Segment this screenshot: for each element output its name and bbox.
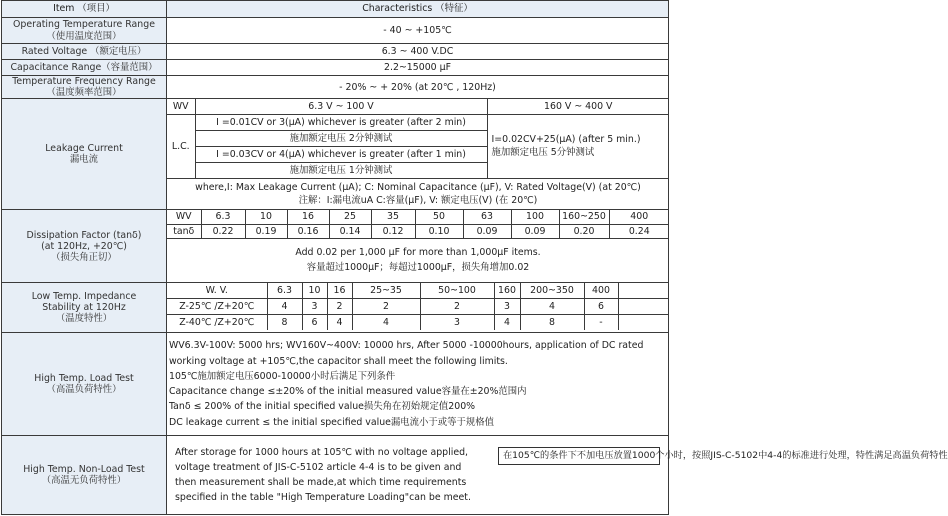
load-line: Tanδ ≤ 200% of the initial specified value损失角在初始规定值200% (169, 401, 476, 413)
leakage-current-detail (167, 99, 669, 210)
dissipation-tan-cell: 0.09 (511, 224, 559, 238)
leakage-formula-high: I=0.02CV+25(µA) (after 5 min.) 施加额定电压 5分钟测试 (487, 114, 669, 178)
temp-frequency-value: - 20% ~ + 20% (at 20℃ , 120Hz) (167, 76, 669, 99)
load-line: DC leakage current ≤ the initial specified value漏电流小于或等于规格值 (169, 416, 495, 428)
low-temp-z40-cell: - (584, 314, 618, 330)
low-temp-z25-cell: 3 (494, 298, 520, 314)
dissipation-notes: Add 0.02 per 1,000 µF for more than 1,000µF items. 容量超过1000µF；每超过1000µF，损失角增加0.02 (167, 238, 669, 281)
low-temp-wv-cell: 200~350 (520, 283, 584, 298)
dissipation-tan-cell: 0.19 (245, 224, 287, 238)
capacitance-row (2, 60, 669, 76)
capacitance-label: Capacitance Range（容量范围） (2, 60, 167, 76)
low-temp-z40-cell: 4 (327, 314, 352, 330)
dissipation-wv-cell: 16 (287, 210, 329, 224)
low-temp-z40-cell: 4 (494, 314, 520, 330)
header-row (2, 1, 669, 18)
operating-temperature-row (2, 18, 669, 44)
dissipation-wv-cell: 10 (245, 210, 287, 224)
dissipation-wv-cell: 100 (511, 210, 559, 224)
dissipation-wv-cell: 35 (371, 210, 415, 224)
low-temp-wv-label: W. V. (167, 283, 267, 298)
low-temp-z40-cell: 6 (302, 314, 327, 330)
low-temp-z25-cell: 2 (352, 298, 420, 314)
low-temp-wv-cell: 25~35 (352, 283, 420, 298)
dissipation-tan-label: tanδ (167, 224, 201, 238)
rated-voltage-value: 6.3 ~ 400 V.DC (167, 44, 669, 60)
low-temp-label: Low Temp. Impedance Stability at 120Hz （温度特性） (2, 283, 167, 333)
dissipation-tan-cell: 0.14 (329, 224, 371, 238)
low-temp-z25-cell: 2 (327, 298, 352, 314)
high-temp-load-detail (167, 333, 669, 436)
dissipation-tan-cell: 0.12 (371, 224, 415, 238)
dissipation-wv-cell: 25 (329, 210, 371, 224)
low-temp-z25-cell: 3 (302, 298, 327, 314)
low-temp-wv-cell: 6.3 (267, 283, 302, 298)
low-temp-z40-cell: 4 (352, 314, 420, 330)
dissipation-row (2, 210, 669, 283)
low-temp-wv-cell: 400 (584, 283, 618, 298)
nonload-line: then measurement shall be made,at which time requirements (175, 477, 467, 489)
low-temp-z25-cell: 4 (267, 298, 302, 314)
dissipation-wv-cell: 6.3 (201, 210, 245, 224)
load-line: 105℃施加额定电压6000-10000小时后满足下列条件 (169, 370, 396, 382)
low-temp-z25-cell: 4 (520, 298, 584, 314)
leakage-formula-low-2-cn: 施加额定电压 1分钟测试 (196, 162, 487, 177)
leakage-notes: where,I: Max Leakage Current (µA); C: Nominal Capacitance (µF), V: Rated Voltage(V) (at 20℃) 注解：I:漏电流uA C:容量(µF), V: 额定电压(V) (在 20℃) (167, 178, 669, 209)
dissipation-tan-cell: 0.10 (415, 224, 463, 238)
low-temp-z25-label: Z-25℃ /Z+20℃ (167, 298, 267, 314)
nonload-line: specified in the table "High Temperature Loading"can be meet. (175, 492, 471, 504)
high-temp-nonload-row (2, 436, 669, 515)
low-temp-z40-cell: 3 (420, 314, 494, 330)
load-line: WV6.3V-100V: 5000 hrs; WV160V~400V: 10000 hrs, After 5000 -10000hours, application of DC rated (169, 340, 644, 352)
leakage-formula-low-1-cn: 施加额定电压 2分钟测试 (196, 130, 487, 146)
low-temp-z40-cell: 8 (520, 314, 584, 330)
dissipation-wv-cell: 160~250 (559, 210, 609, 224)
leakage-formula-low-2: I =0.03CV or 4(µA) whichever is greater (after 1 min) (196, 146, 487, 162)
nonload-chinese-box: 在105℃的条件下不加电压放置1000个小时，按照JIS-C-5102中4-4的标准进行处理，特性满足高温负荷特性 (498, 447, 660, 465)
load-line: working voltage at +105℃,the capacitor shall meet the following limits. (169, 355, 508, 367)
dissipation-wv-cell: 400 (609, 210, 669, 224)
dissipation-label: Dissipation Factor (tanδ) (at 120Hz, +20℃) （损失角正切） (2, 210, 167, 283)
rated-voltage-row (2, 44, 669, 60)
low-temp-row (2, 283, 669, 333)
load-line: Capacitance change ≤±20% of the initial measured value容量在±20%范围内 (169, 386, 527, 398)
leakage-current-label: Leakage Current 漏电流 (2, 99, 167, 210)
nonload-line: voltage treatment of JIS-C-5102 article 4-4 is to be given and (175, 461, 462, 473)
nonload-line: After storage for 1000 hours at 105℃ with no voltage applied, (175, 446, 469, 458)
temp-frequency-row (2, 76, 669, 99)
high-temp-load-label: High Temp. Load Test （高温负荷特性） (2, 333, 167, 436)
leakage-formula-low-1: I =0.01CV or 3(µA) whichever is greater (after 2 min) (196, 115, 487, 130)
high-temp-load-row (2, 333, 669, 436)
low-temp-wv-cell: 160 (494, 283, 520, 298)
high-temp-nonload-label: High Temp. Non-Load Test （高温无负荷特性） (2, 436, 167, 515)
leakage-current-row (2, 99, 669, 210)
dissipation-wv-label: WV (167, 210, 201, 224)
low-temp-z40-label: Z-40℃ /Z+20℃ (167, 314, 267, 330)
leakage-range-high: 160 V ~ 400 V (487, 99, 669, 114)
dissipation-wv-cell: 50 (415, 210, 463, 224)
operating-temperature-value: - 40 ~ +105℃ (167, 18, 669, 44)
low-temp-z40-cell: 8 (267, 314, 302, 330)
high-temp-nonload-detail (167, 436, 948, 515)
dissipation-tan-cell: 0.20 (559, 224, 609, 238)
low-temp-z25-cell: 2 (420, 298, 494, 314)
temp-frequency-label: Temperature Frequency Range （温度频率范围） (2, 76, 167, 99)
capacitance-value: 2.2~15000 µF (167, 60, 669, 76)
low-temp-wv-cell: 50~100 (420, 283, 494, 298)
low-temp-detail (167, 283, 669, 333)
dissipation-wv-cell: 63 (463, 210, 511, 224)
low-temp-z25-cell: 6 (584, 298, 618, 314)
header-characteristics: Characteristics （特征） (167, 1, 669, 18)
header-item: Item （项目） (2, 1, 167, 18)
spec-table (1, 0, 948, 515)
leakage-wv-label: WV (167, 99, 195, 114)
low-temp-wv-cell: 16 (327, 283, 352, 298)
leakage-lc-label: L.C. (167, 114, 195, 178)
rated-voltage-label: Rated Voltage （额定电压） (2, 44, 167, 60)
operating-temperature-label: Operating Temperature Range （使用温度范围） (2, 18, 167, 44)
leakage-range-low: 6.3 V ~ 100 V (195, 99, 487, 114)
dissipation-tan-cell: 0.24 (609, 224, 669, 238)
dissipation-detail (167, 210, 669, 283)
low-temp-wv-cell: 10 (302, 283, 327, 298)
dissipation-tan-cell: 0.22 (201, 224, 245, 238)
dissipation-tan-cell: 0.09 (463, 224, 511, 238)
dissipation-tan-cell: 0.16 (287, 224, 329, 238)
